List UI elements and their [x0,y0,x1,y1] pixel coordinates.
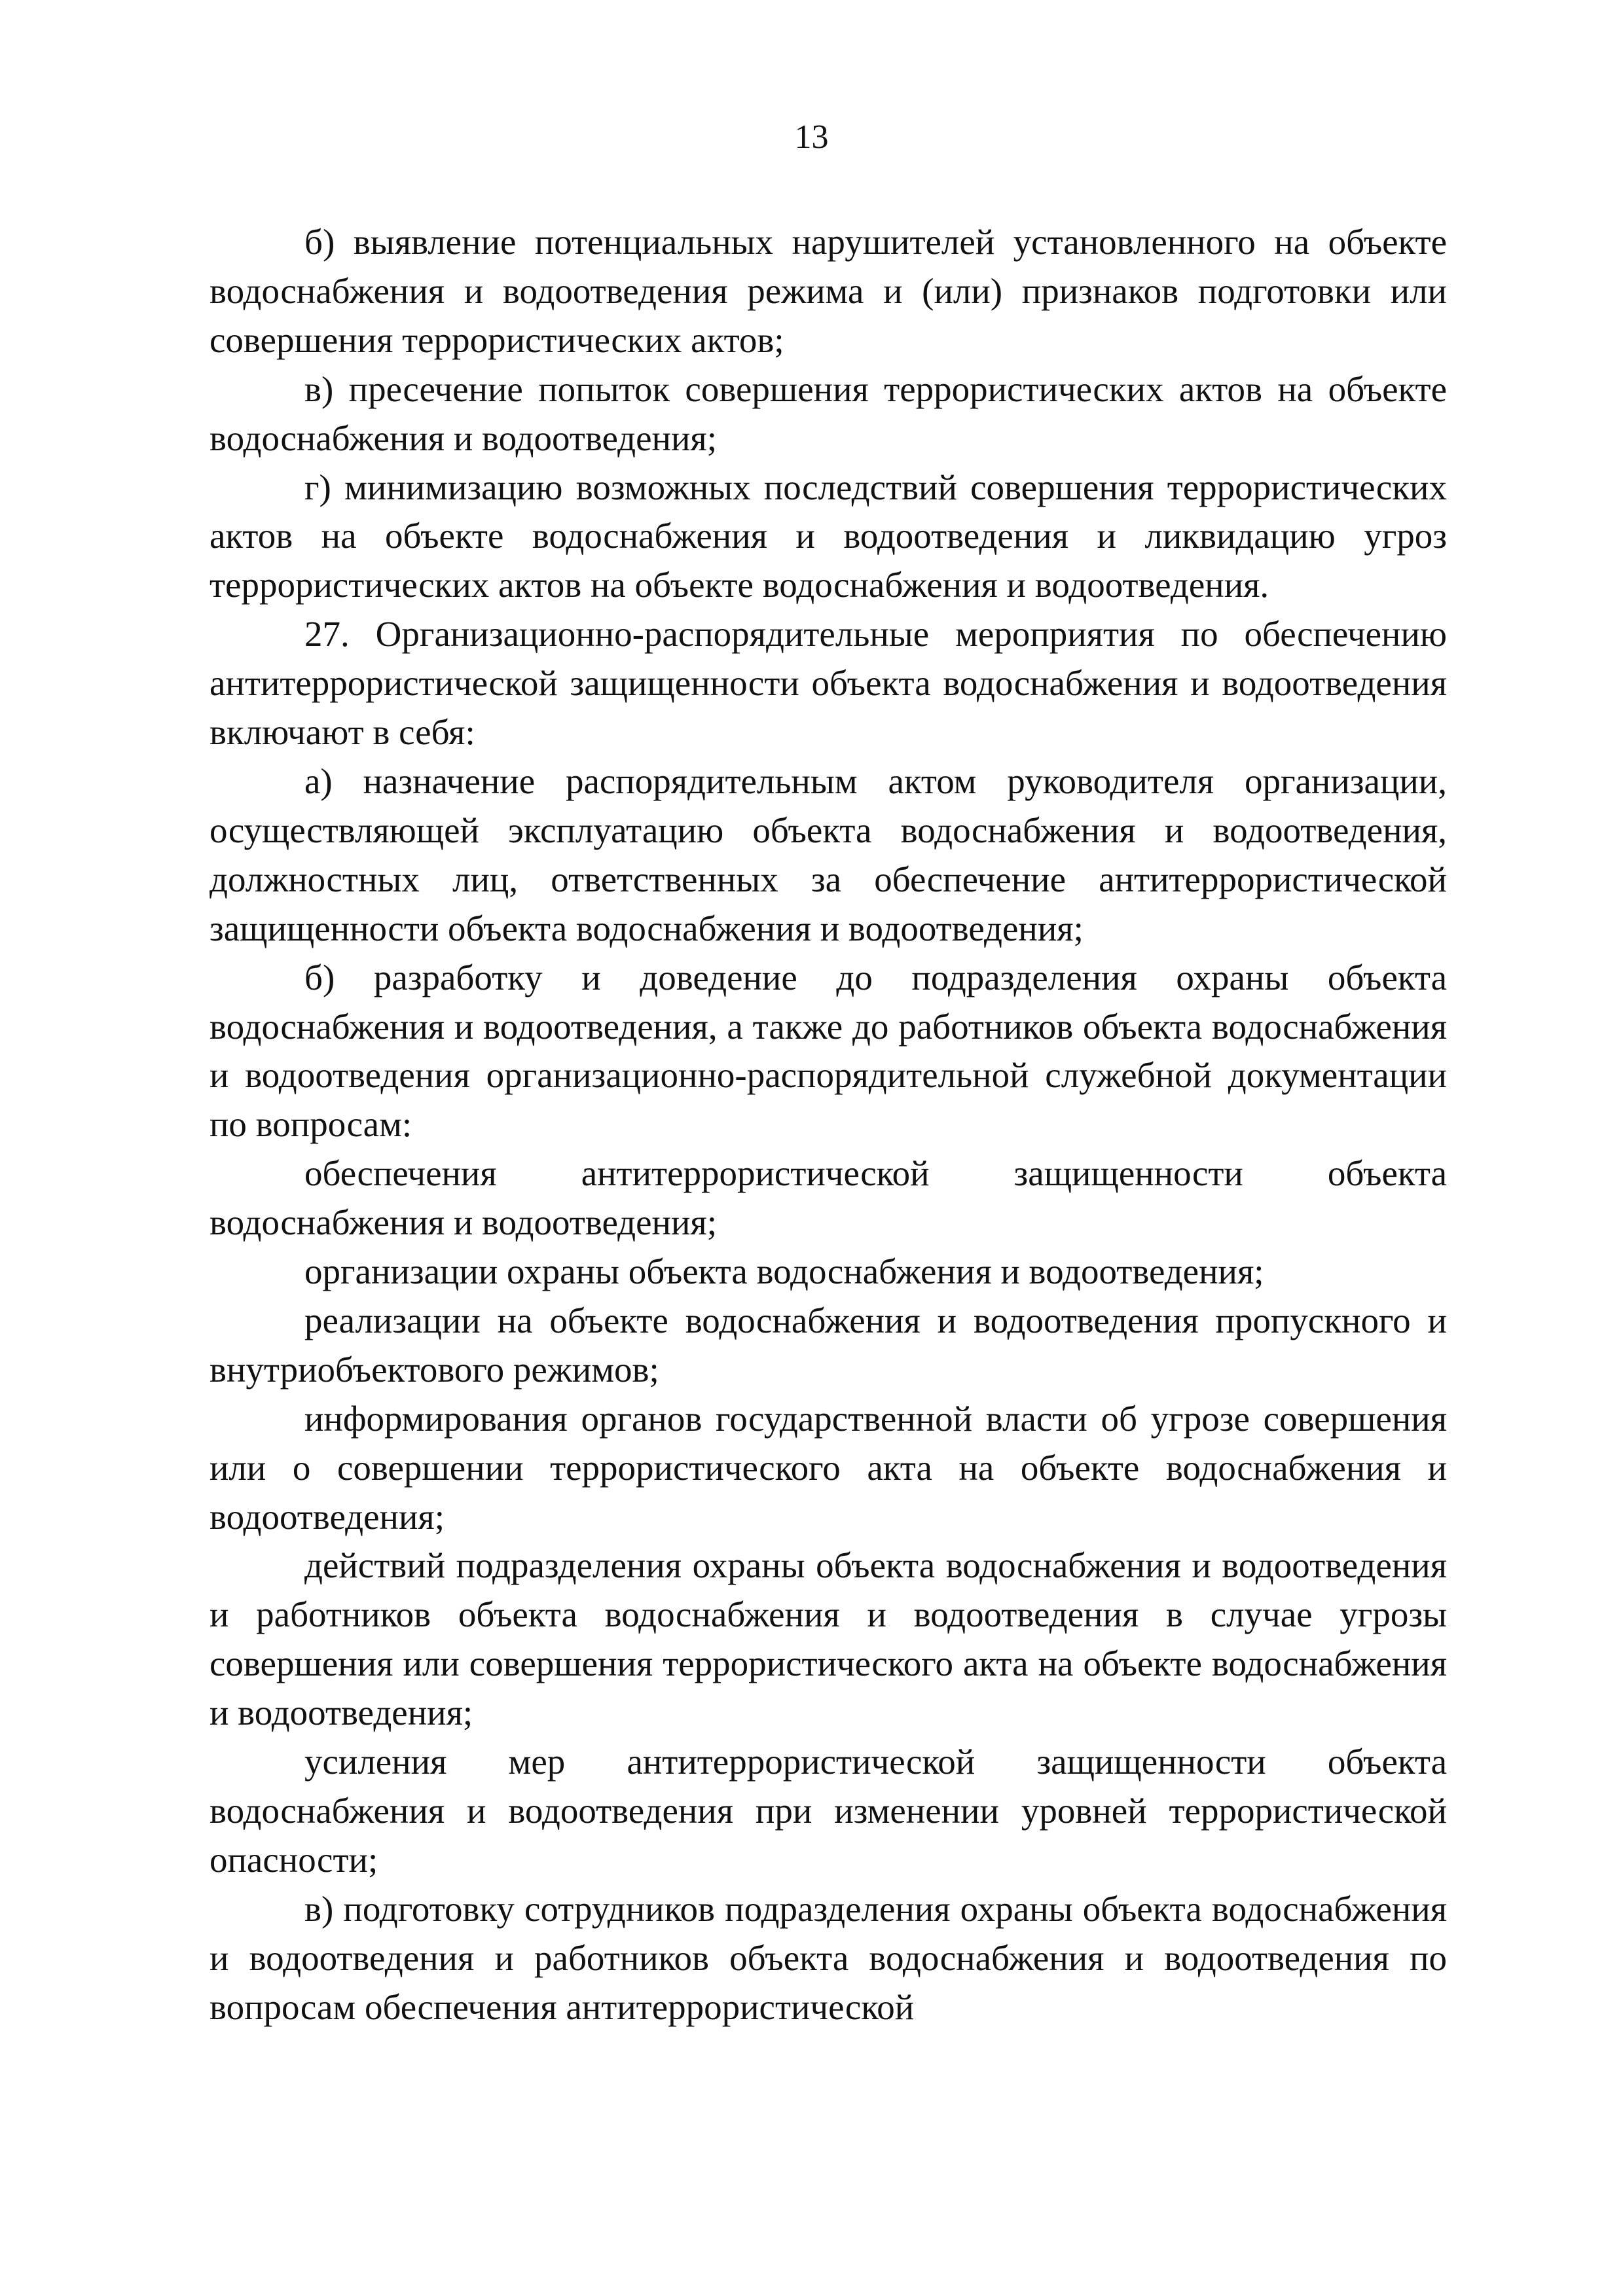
page-number: 13 [794,118,829,156]
paragraph-b-identification: б) выявление потенциальных нарушителей установленного на объекте водоснабжения и водоотведения режима и (или) признаков подготовки или совершения террористических актов; [210,222,1447,360]
paragraph-a-appointment: а) назначение распорядительным актом руководителя организации, осуществляющей эксплуатацию объекта водоснабжения и водоотведения, должностных лиц, ответственных за обеспечение антитеррористической защищенности объекта водоснабжения и водоотведения; [210,761,1447,948]
paragraph-27-measures: 27. Организационно-распорядительные мероприятия по обеспечению антитеррористической защищенности объекта водоснабжения и водоотведения включают в себя: [210,614,1447,753]
list-item-actions: действий подразделения охраны объекта водоснабжения и водоотведения и работников объекта водоснабжения и водоотведения в случае угрозы совершения или совершения террористического акта на объекте водоснабжения и водоотведения; [210,1545,1447,1733]
list-item-access-regime: реализации на объекте водоснабжения и водоотведения пропускного и внутриобъектового режимов; [210,1300,1447,1390]
paragraph-v-suppression: в) пресечение попыток совершения террористических актов на объекте водоснабжения и водоотведения; [210,368,1447,458]
list-item-guard-organization: организации охраны объекта водоснабжения и водоотведения; [304,1251,1264,1292]
paragraph-b-documentation: б) разработку и доведение до подразделения охраны объекта водоснабжения и водоотведения, а также до работников объекта водоснабжения и водоотведения организационно-распорядительной служебной документации по вопросам: [210,957,1447,1145]
paragraph-g-minimization: г) минимизацию возможных последствий совершения террористических актов на объекте водоснабжения и водоотведения и ликвидацию угроз террористических актов на объекте водоснабжения и водоотведения. [210,467,1447,605]
list-item-protection: обеспечения антитеррористической защищенности объекта водоснабжения и водоотведения; [210,1153,1447,1243]
list-item-informing: информирования органов государственной власти об угрозе совершения или о совершении террористического акта на объекте водоснабжения и водоотведения; [210,1398,1447,1537]
body-text [210,218,1447,2032]
list-item-strengthening: усиления мер антитеррористической защищенности объекта водоснабжения и водоотведения при изменении уровней террористической опасности; [210,1742,1447,1880]
paragraph-v-training: в) подготовку сотрудников подразделения охраны объекта водоснабжения и водоотведения и работников объекта водоснабжения и водоотведения по вопросам обеспечения антитеррористической [210,1888,1447,2027]
